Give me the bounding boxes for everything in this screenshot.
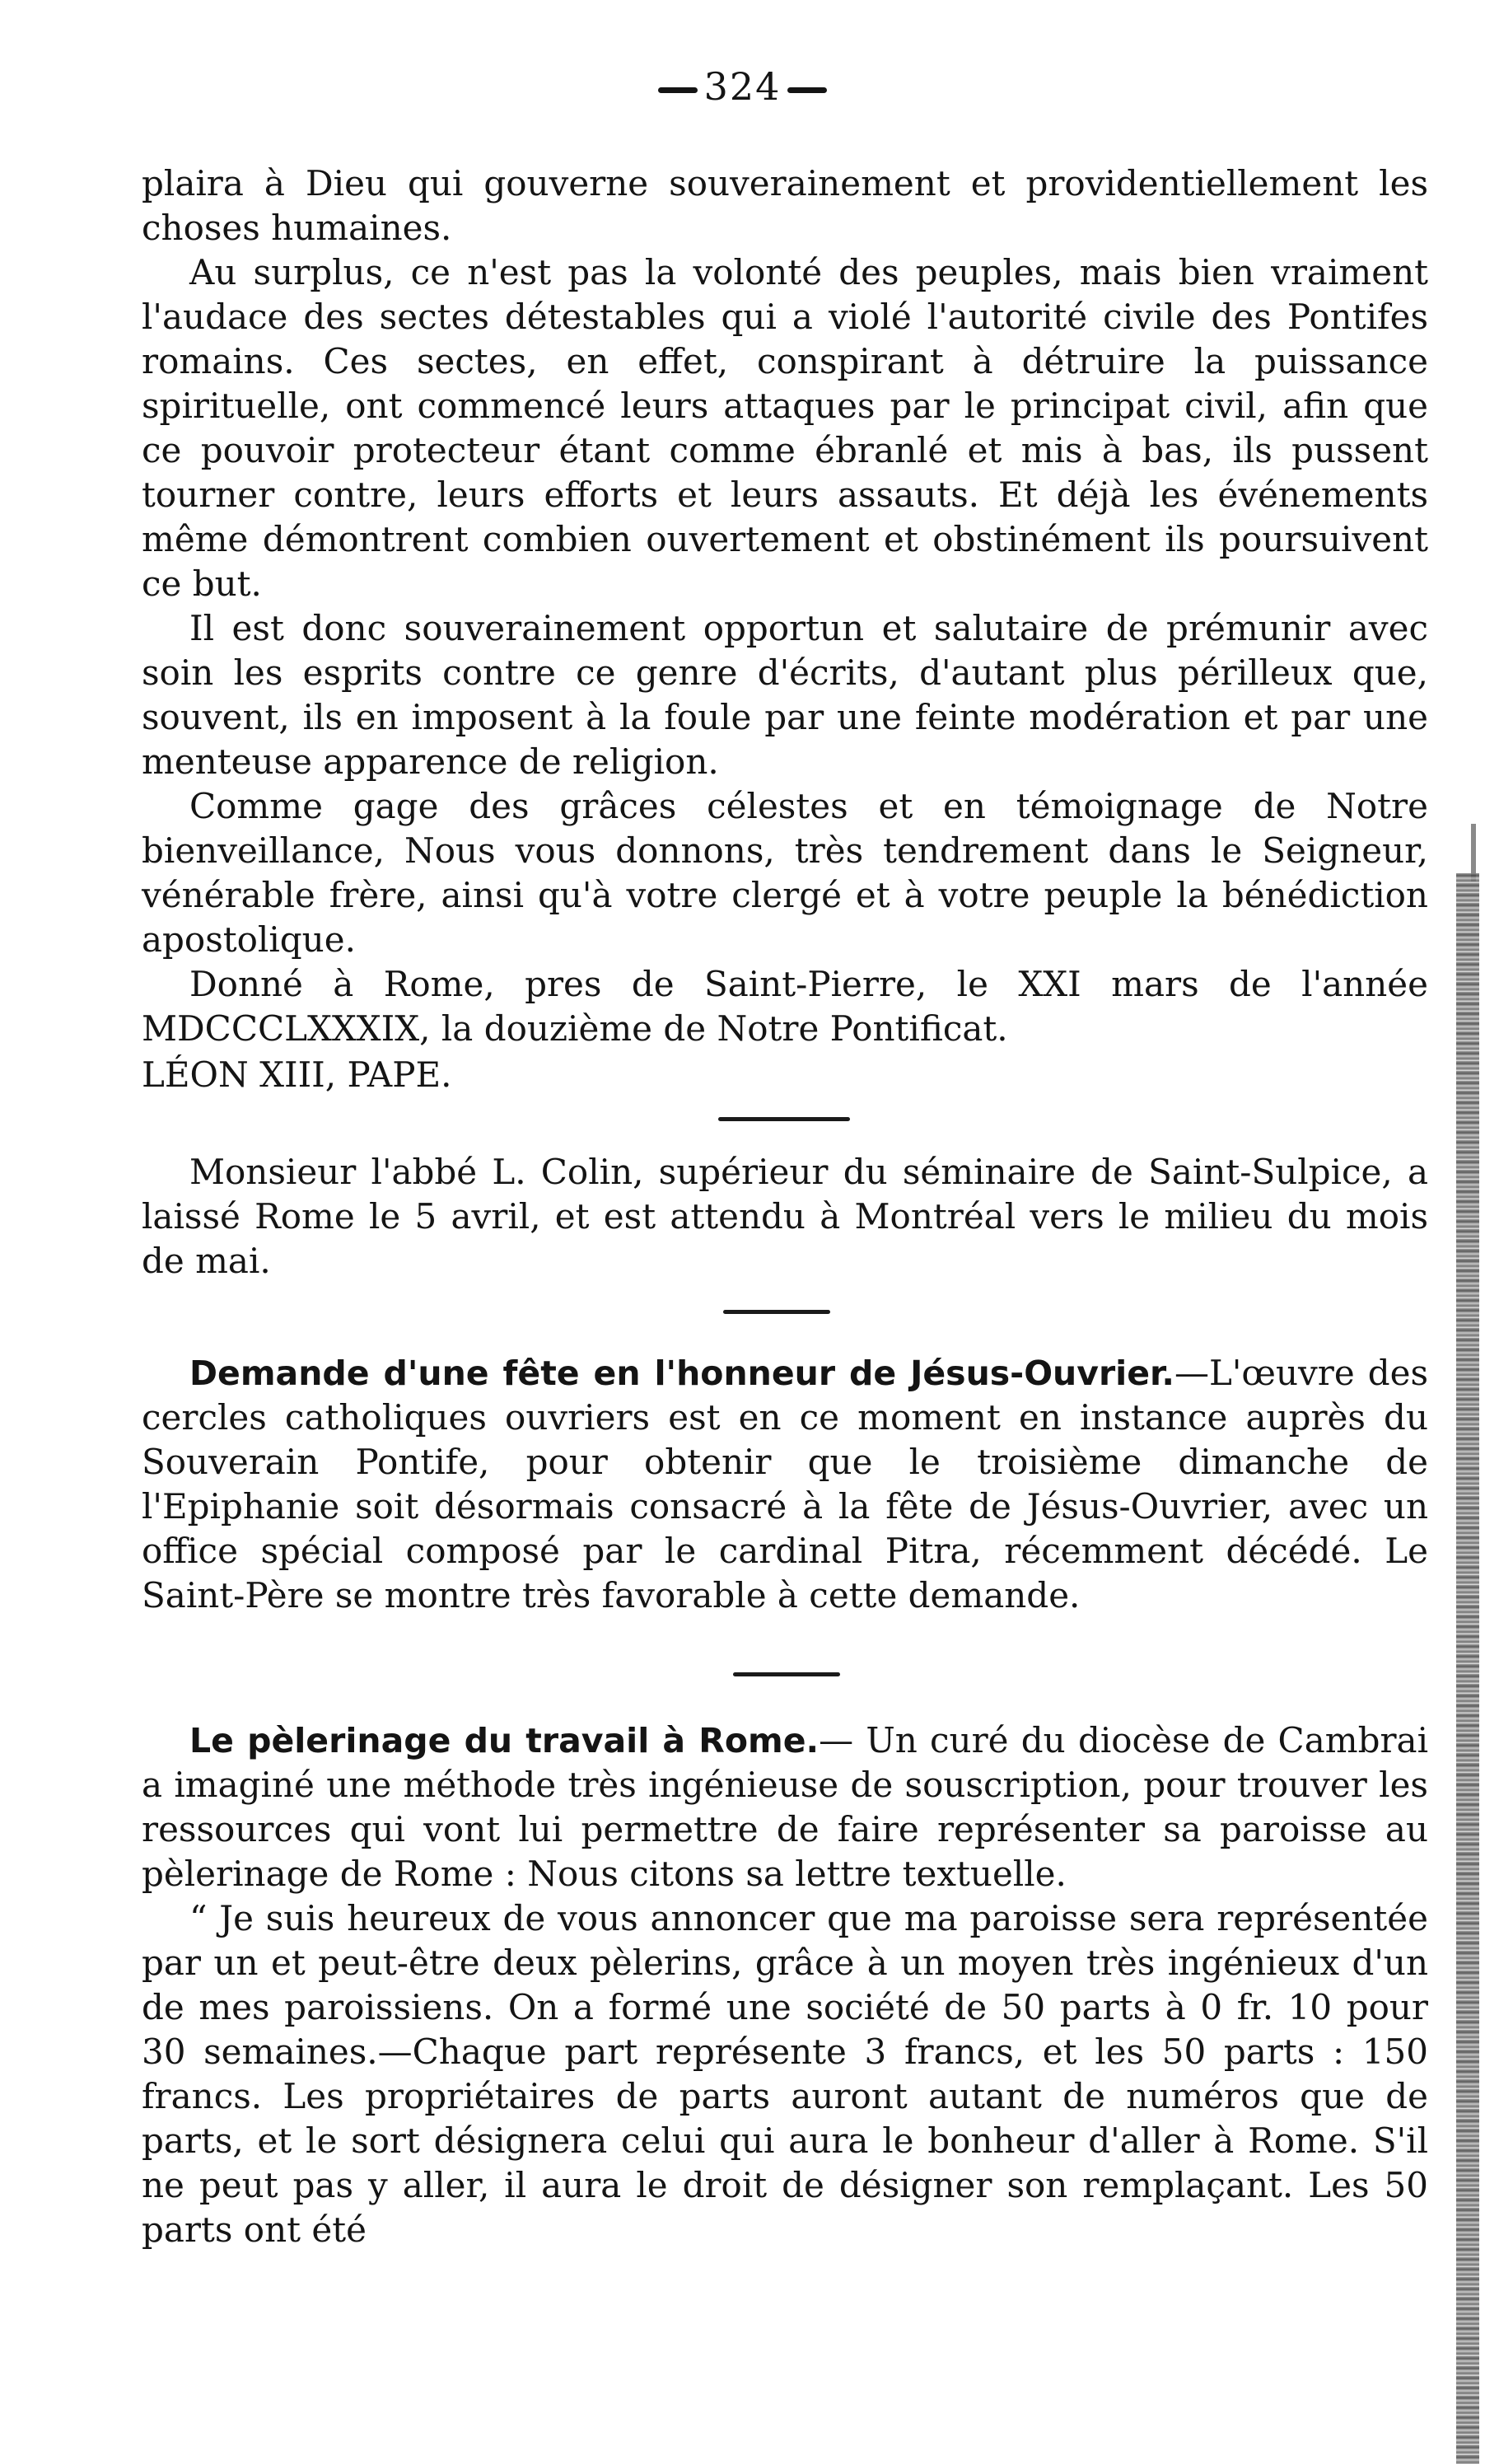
pelerinage-section xyxy=(142,1718,1428,2252)
letter-dateline: Donné à Rome, pres de Saint-Pierre, le XXI mars de l'année MDCCCLXXXIX, la douzième de Notre Pontificat. xyxy=(142,964,1428,1049)
pelerinage-body: — Un curé du diocèse de Cambrai a imaginé une méthode très ingénieuse de souscription, pour trouver les ressources qui vont lui permettre de faire représenter sa paroisse au pèlerinage de Rome : Nous citons sa lettre textuelle. xyxy=(142,1720,1428,1894)
fete-section xyxy=(142,1351,1428,1618)
letter-signature: LÉON XIII, PAPE. xyxy=(142,1054,452,1095)
scan-page-edge xyxy=(1456,873,1479,2464)
letter-section xyxy=(142,161,1428,1097)
page-number-right-ornament xyxy=(787,87,827,93)
pelerinage-quote: “ Je suis heureux de vous annoncer que ma paroisse sera représentée par un et peut-être deux pèlerins, grâce à un moyen très ingénieux d'un de mes paroissiens. On a formé une société de 50 parts à 0 fr. 10 pour 30 semaines.—Chaque part représente 3 francs, et les 50 parts : 150 francs. Les propriétaires de parts auront autant de numéros que de parts, et le sort désignera celui qui aura le bonheur d'aller à Rome. S'il ne peut pas y aller, il aura le droit de désigner son remplaçant. Les 50 parts ont été xyxy=(142,1898,1428,2250)
pelerinage-heading: Le pèlerinage du travail à Rome. xyxy=(189,1721,820,1760)
letter-paragraph: Comme gage des grâces célestes et en témoignage de Notre bienveillance, Nous vous donnons, très tendrement dans le Seigneur, vénérable frère, ainsi qu'à votre clergé et à votre peuple la bénédiction apostolique. xyxy=(142,786,1428,960)
letter-paragraph: Au surplus, ce n'est pas la volonté des peuples, mais bien vraiment l'audace des sectes détestables qui a violé l'autorité civile des Pontifes romains. Ces sectes, en effet, conspirant à détruire la puissance spirituelle, ont commencé leurs attaques par le principat civil, afin que ce pouvoir protecteur étant comme ébranlé et mis à bas, ils pussent tourner contre, leurs efforts et leurs assauts. Et déjà les événements même démontrent combien ouvertement et obstinément ils poursuivent ce but. xyxy=(142,252,1428,604)
fete-heading: Demande d'une fête en l'honneur de Jésus-Ouvrier. xyxy=(189,1354,1174,1393)
section-divider xyxy=(733,1672,840,1676)
fete-paragraph xyxy=(142,1351,1428,1618)
letter-paragraph: Il est donc souverainement opportun et salutaire de prémunir avec soin les esprits contre ce genre d'écrits, d'autant plus périlleux que, souvent, ils en imposent à la foule par une feinte modération et par une menteuse apparence de religion. xyxy=(142,608,1428,782)
letter-paragraph-continuation: plaira à Dieu qui gouverne souverainement et providentiellement les choses humaines. xyxy=(142,163,1428,248)
colin-section xyxy=(142,1150,1428,1283)
colin-paragraph: Monsieur l'abbé L. Colin, supérieur du séminaire de Saint-Sulpice, a laissé Rome le 5 avril, et est attendu à Montréal vers le milieu du mois de mai. xyxy=(142,1152,1428,1281)
section-divider xyxy=(723,1310,830,1314)
fete-body: —L'œuvre des cercles catholiques ouvriers est en ce moment en instance auprès du Souverain Pontife, pour obtenir que le troisième dimanche de l'Epiphanie soit désormais consacré à la fête de Jésus-Ouvrier, avec un office spécial composé par le cardinal Pitra, récemment décédé. Le Saint-Père se montre très favorable à cette demande. xyxy=(142,1353,1428,1615)
page-number-left-ornament xyxy=(658,87,698,93)
section-divider xyxy=(718,1117,850,1121)
pelerinage-paragraph xyxy=(142,1718,1428,1896)
page-number: 324 xyxy=(0,64,1485,109)
